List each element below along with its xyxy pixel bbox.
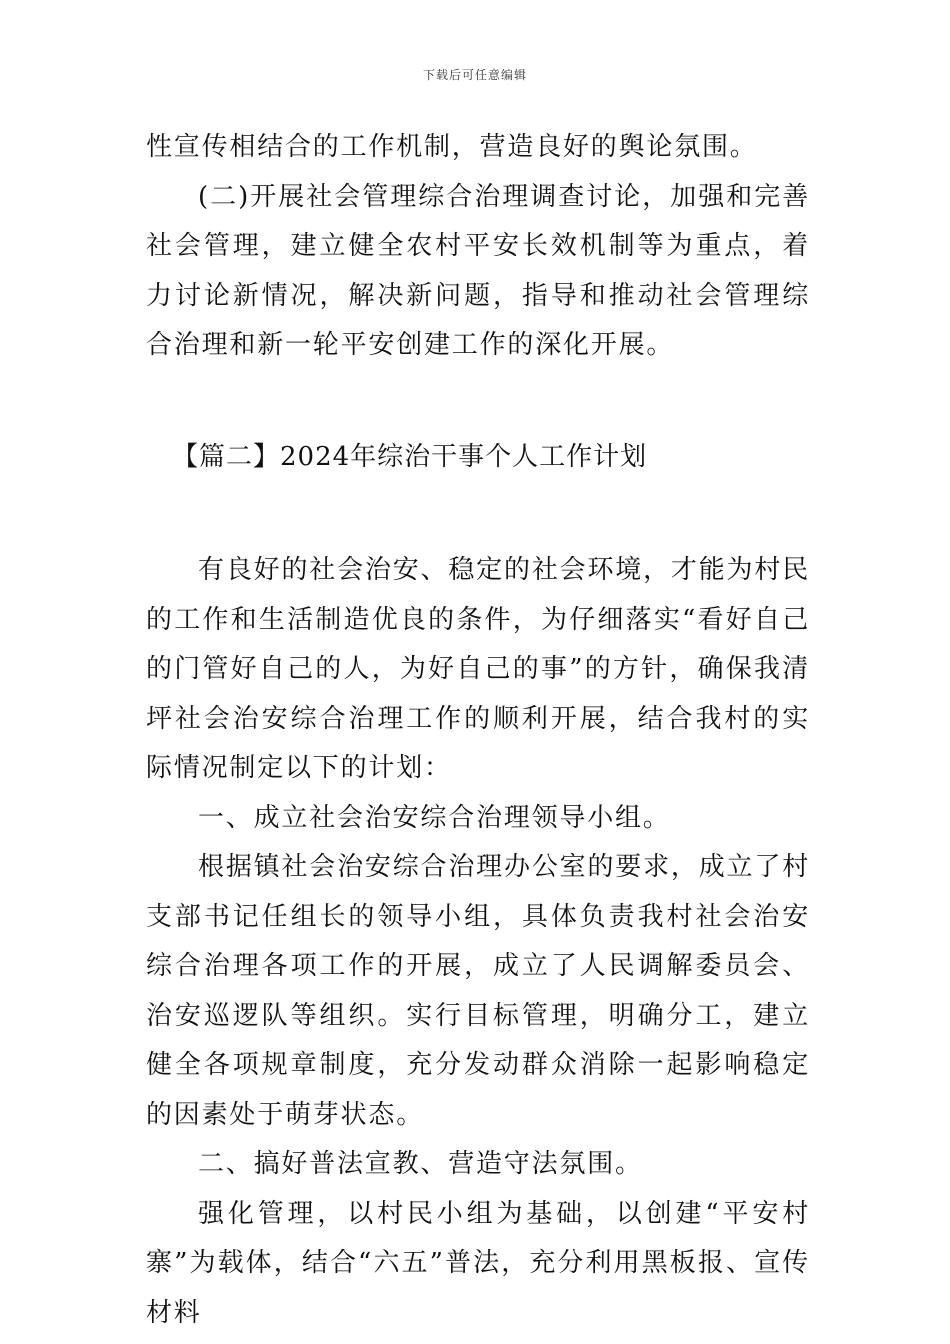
paragraph-item-two: (二)开展社会管理综合治理调查讨论，加强和完善社会管理，建立健全农村平安长效机制等为重点，着力讨论新情况，解决新问题，指导和推动社会管理综合治理和新一轮平安创建工作的深化开展。: [146, 181, 810, 360]
header-note: 下载后可任意编辑: [422, 68, 527, 82]
document-body: [146, 123, 810, 1338]
heading-two: 二、搞好普法宣教、营造守法氛围。: [198, 1149, 643, 1179]
section-title: 【篇二】2024年综治干事个人工作计划: [172, 441, 648, 472]
spacer: [146, 371, 810, 433]
paragraph-continuation: 性宣传相结合的工作机制，营造良好的舆论氛围。: [146, 132, 758, 162]
spacer: [146, 482, 810, 546]
paragraph-legal-education: 强化管理，以村民小组为基础，以创建“平安村寨”为载体，结合“六五”普法，充分利用黑板报、宣传材料: [146, 1198, 810, 1328]
heading-one: 一、成立社会治安综合治理领导小组。: [198, 802, 671, 833]
paragraph-leadership-group: 根据镇社会治安综合治理办公室的要求，成立了村支部书记任组长的领导小组，具体负责我村社会治安综合治理各项工作的开展，成立了人民调解委员会、治安巡逻队等组织。实行目标管理，明确分工，建立健全各项规章制度，充分发动群众消除一起影响稳定的因素处于萌芽状态。: [146, 852, 810, 1130]
paragraph-intro: 有良好的社会治安、稳定的社会环境，才能为村民的工作和生活制造优良的条件，为仔细落实“看好自己的门管好自己的人，为好自己的事”的方针，确保我清坪社会治安综合治理工作的顺利开展，结合我村的实际情况制定以下的计划：: [146, 555, 810, 783]
